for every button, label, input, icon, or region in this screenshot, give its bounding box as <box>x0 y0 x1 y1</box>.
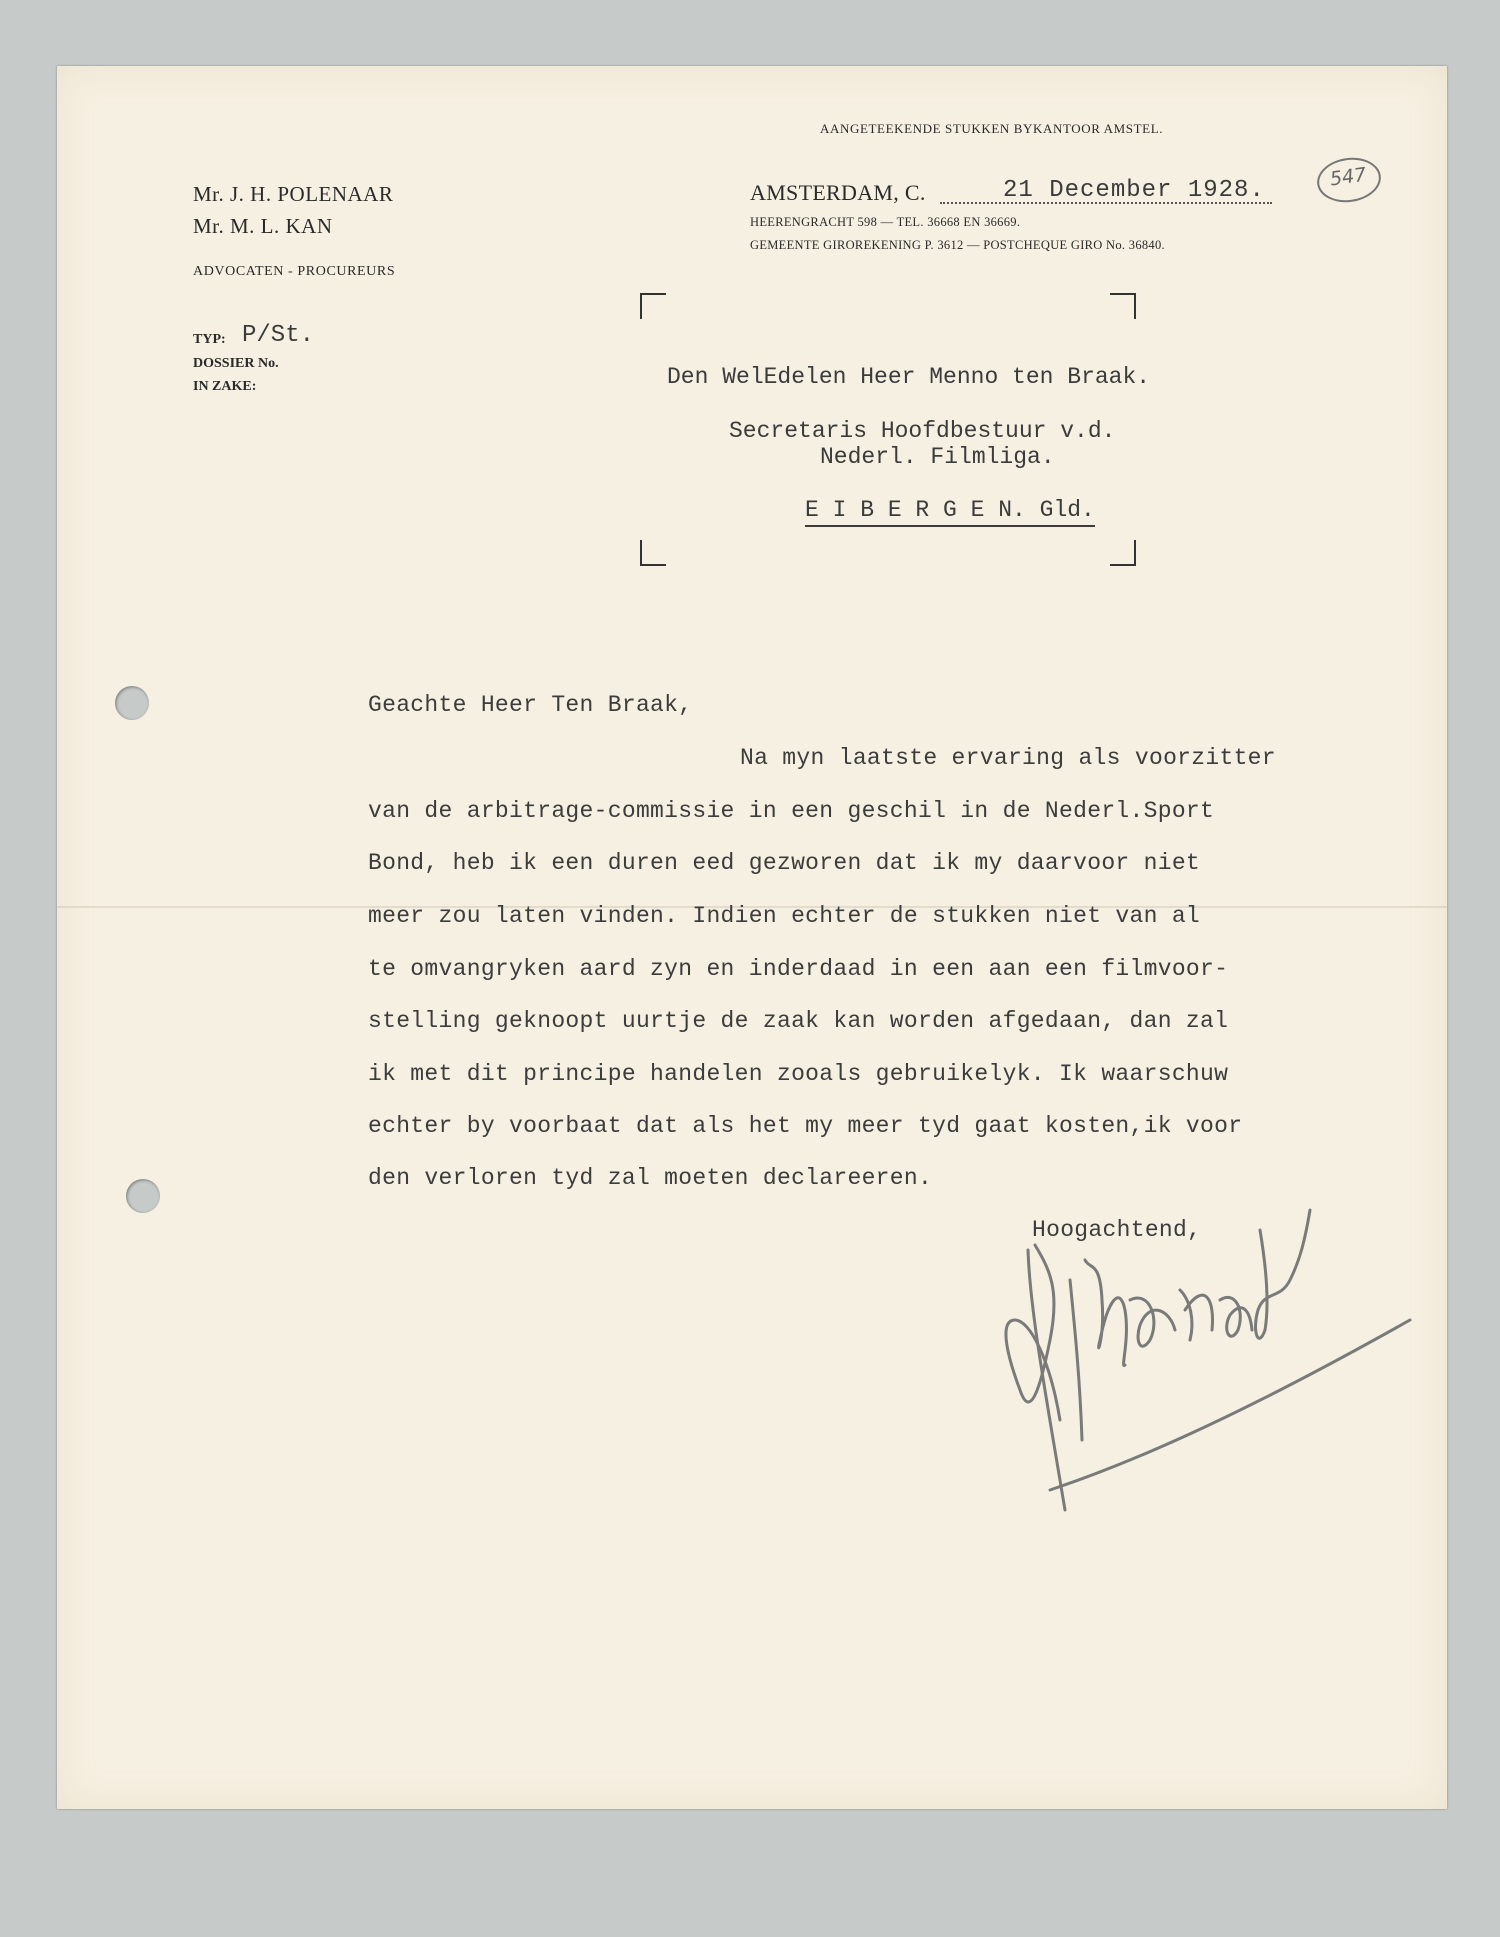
inzake-label: IN ZAKE: <box>193 379 257 394</box>
punch-hole-lower <box>126 1179 160 1213</box>
letter-date: 21 December 1928. <box>1003 177 1265 204</box>
addressee-line-3: Nederl. Filmliga. <box>820 444 1055 470</box>
body-line-5: te omvangryken aard zyn en inderdaad in een aan een filmvoor- <box>368 956 1229 982</box>
address-line: HEERENGRACHT 598 — TEL. 36668 EN 36669. <box>750 215 1021 229</box>
body-line-6: stelling geknoopt uurtje de zaak kan worden afgedaan, dan zal <box>368 1008 1229 1034</box>
salutation: Geachte Heer Ten Braak, <box>368 692 693 718</box>
window-corner-bottom-right <box>1110 540 1136 566</box>
addressee-line-1: Den WelEdelen Heer Menno ten Braak. <box>667 364 1151 390</box>
registered-mail-note: AANGETEEKENDE STUKKEN BYKANTOOR AMSTEL. <box>820 121 1164 136</box>
addressee-line-4: E I B E R G E N. Gld. <box>805 497 1095 527</box>
body-line-1: Na myn laatste ervaring als voorzitter <box>740 745 1276 771</box>
body-line-4: meer zou laten vinden. Indien echter de stukken niet van al <box>368 903 1201 929</box>
window-corner-bottom-left <box>640 540 666 566</box>
body-line-7: ik met dit principe handelen zooals gebruikelyk. Ik waarschuw <box>368 1061 1229 1087</box>
typ-value: P/St. <box>242 322 315 349</box>
profession-line: ADVOCATEN - PROCUREURS <box>193 264 396 279</box>
body-line-9: den verloren tyd zal moeten declareeren. <box>368 1165 933 1191</box>
window-corner-top-right <box>1110 293 1136 319</box>
partner-name-1: Mr. J. H. POLENAAR <box>193 182 394 206</box>
closing: Hoogachtend, <box>1032 1217 1202 1243</box>
partner-name-2: Mr. M. L. KAN <box>193 214 333 238</box>
dossier-label: DOSSIER No. <box>193 356 279 371</box>
body-line-2: van de arbitrage-commissie in een geschil in de Nederl.Sport <box>368 798 1215 824</box>
body-line-3: Bond, heb ik een duren eed gezworen dat ik my daarvoor niet <box>368 850 1201 876</box>
signature <box>990 1190 1420 1520</box>
city-label: AMSTERDAM, C. <box>750 180 926 205</box>
archive-number: 547 <box>1328 163 1368 191</box>
punch-hole-upper <box>115 686 149 720</box>
window-corner-top-left <box>640 293 666 319</box>
body-line-8: echter by voorbaat dat als het my meer tyd gaat kosten,ik voor <box>368 1113 1243 1139</box>
giro-line: GEMEENTE GIROREKENING P. 3612 — POSTCHEQUE GIRO No. 36840. <box>750 238 1165 252</box>
typ-label: TYP: <box>193 332 226 347</box>
addressee-line-2: Secretaris Hoofdbestuur v.d. <box>729 418 1116 444</box>
